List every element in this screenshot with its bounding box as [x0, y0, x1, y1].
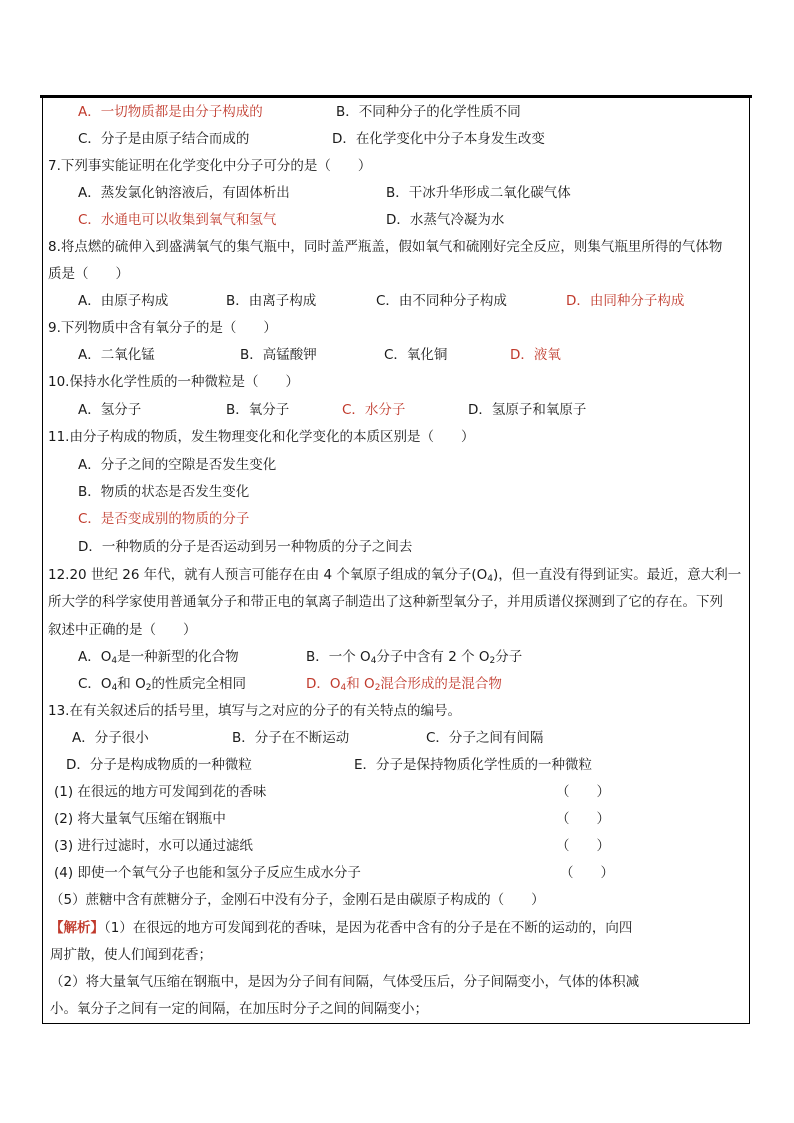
q12-a-part2: 是一种新型的化合物	[117, 649, 239, 665]
q12-option-b	[306, 648, 522, 670]
q12-b-part1: B．一个 O	[306, 649, 371, 665]
analysis-text-1: （1）在很远的地方可发闻到花的香味，是因为花香中含有的分子是在不断的运动的，向四	[104, 920, 633, 936]
q12-c-sub2: 2	[145, 683, 152, 693]
q13-blank-3[interactable]: （ ）	[556, 838, 610, 854]
analysis-line-3: （2）将大量氧气压缩在钢瓶中，是因为分子间有间隔，气体受压后，分子间隔变小，气体的体积减	[50, 974, 640, 990]
q13-stem: 13.在有关叙述后的括号里，填写与之对应的分子的有关特点的编号。	[48, 703, 461, 719]
q6-option-a: A．一切物质都是由分子构成的	[78, 104, 263, 120]
q13-option-a: A．分子很小	[72, 730, 149, 746]
q12-b-sub2: 2	[489, 656, 496, 666]
q6-option-d: D．在化学变化中分子本身发生改变	[332, 131, 545, 147]
q11-option-b: B．物质的状态是否发生变化	[78, 484, 250, 500]
q10-option-b: B．氧分子	[226, 402, 290, 418]
q13-option-d: D．分子是构成物质的一种微粒	[66, 757, 252, 773]
q13-item-4: (4) 即使一个氧气分子也能和氢分子反应生成水分子	[54, 865, 361, 881]
q8-option-b: B．由离子构成	[226, 293, 317, 309]
analysis-line-4: 小。氧分子之间有一定的间隔，在加压时分子之间的间隔变小；	[50, 1001, 428, 1017]
q12-stem-1	[48, 566, 741, 588]
q13-option-c: C．分子之间有间隔	[426, 730, 544, 746]
q10-option-c: C．水分子	[342, 402, 406, 418]
q9-option-c: C．氧化铜	[384, 347, 448, 363]
q11-option-d: D．一种物质的分子是否运动到另一种物质的分子之间去	[78, 539, 413, 555]
q13-item-3: (3) 进行过滤时，水可以通过滤纸	[54, 838, 253, 854]
analysis-tag: 【解析】	[50, 920, 104, 936]
q12-stem-2: 所大学的科学家使用普通氧分子和带正电的氧离子制造出了这种新型氧分子，并用质谱仪探测到了它的存在。下列	[48, 594, 723, 610]
q12-b-sub1: 4	[370, 656, 377, 666]
q13-option-b: B．分子在不断运动	[232, 730, 350, 746]
q13-option-e: E．分子是保持物质化学性质的一种微粒	[354, 757, 593, 773]
q7-option-b: B．干冰升华形成二氧化碳气体	[386, 185, 571, 201]
q12-a-sub: 4	[111, 656, 118, 666]
q13-blank-2[interactable]: （ ）	[556, 811, 610, 827]
q8-stem-2: 质是（ ）	[48, 266, 129, 282]
q12-b-part2: 分子中含有 2 个 O	[376, 649, 490, 665]
q9-option-b: B．高锰酸钾	[240, 347, 317, 363]
q12-d-part3: 混合形成的是混合物	[380, 676, 502, 692]
q10-option-d: D．氢原子和氧原子	[468, 402, 587, 418]
q12-d-sub2: 2	[374, 683, 381, 693]
q13-blank-4[interactable]: （ ）	[560, 865, 614, 881]
q6-option-b: B．不同种分子的化学性质不同	[336, 104, 521, 120]
q12-c-part3: 的性质完全相同	[151, 676, 246, 692]
q12-stem-1a: 12.20 世纪 26 年代，就有人预言可能存在由 4 个氧原子组成的氧分子(O	[48, 567, 488, 583]
q7-option-d: D．水蒸气冷凝为水	[386, 212, 505, 228]
q13-item-1: (1) 在很远的地方可发闻到花的香味	[54, 784, 267, 800]
analysis-line-2: 周扩散，使人们闻到花香；	[50, 947, 212, 963]
q9-option-a: A．二氧化锰	[78, 347, 155, 363]
q10-stem: 10.保持水化学性质的一种微粒是（ ）	[48, 374, 299, 390]
q6-option-c: C．分子是由原子结合而成的	[78, 131, 250, 147]
analysis-line-1	[50, 919, 632, 937]
q12-stem-1b: )，但一直没有得到证实。最近，意大利一	[493, 567, 742, 583]
q7-option-c: C．水通电可以收集到氧气和氢气	[78, 212, 277, 228]
q9-stem: 9.下列物质中含有氧分子的是（ ）	[48, 320, 277, 336]
q8-stem-1: 8.将点燃的硫伸入到盛满氧气的集气瓶中，同时盖严瓶盖，假如氧气和硫刚好完全反应，则集气瓶里所得的气体物	[48, 239, 723, 255]
q12-a-part1: A．O	[78, 649, 112, 665]
q13-item-2: (2) 将大量氧气压缩在钢瓶中	[54, 811, 226, 827]
answer-frame	[42, 96, 750, 1024]
q11-stem: 11.由分子构成的物质，发生物理变化和化学变化的本质区别是（ ）	[48, 429, 475, 445]
q11-option-a: A．分子之间的空隙是否发生变化	[78, 457, 277, 473]
q12-c-part2: 和 O	[117, 676, 146, 692]
q12-option-d	[306, 675, 502, 697]
q12-d-part1: D．O	[306, 676, 341, 692]
q12-d-part2: 和 O	[346, 676, 375, 692]
q8-option-c: C．由不同种分子构成	[376, 293, 507, 309]
q8-option-a: A．由原子构成	[78, 293, 169, 309]
q13-blank-1[interactable]: （ ）	[556, 784, 610, 800]
q9-option-d: D．液氧	[510, 347, 561, 363]
q12-b-part3: 分子	[495, 649, 523, 665]
q13-item-5: （5）蔗糖中含有蔗糖分子，金刚石中没有分子，金刚石是由碳原子构成的（ ）	[50, 892, 545, 908]
q11-option-c: C．是否变成别的物质的分子	[78, 511, 250, 527]
q7-stem: 7.下列事实能证明在化学变化中分子可分的是（ ）	[48, 158, 372, 174]
q12-c-sub1: 4	[111, 683, 118, 693]
q8-option-d: D．由同种分子构成	[566, 293, 685, 309]
q7-option-a: A．蒸发氯化钠溶液后，有固体析出	[78, 185, 290, 201]
q12-stem-sub: 4	[487, 574, 493, 584]
q10-option-a: A．氢分子	[78, 402, 142, 418]
q12-option-a	[78, 648, 239, 670]
q12-d-sub1: 4	[340, 683, 347, 693]
q12-stem-3: 叙述中正确的是（ ）	[48, 622, 197, 638]
q12-c-part1: C．O	[78, 676, 112, 692]
q12-option-c	[78, 675, 246, 697]
